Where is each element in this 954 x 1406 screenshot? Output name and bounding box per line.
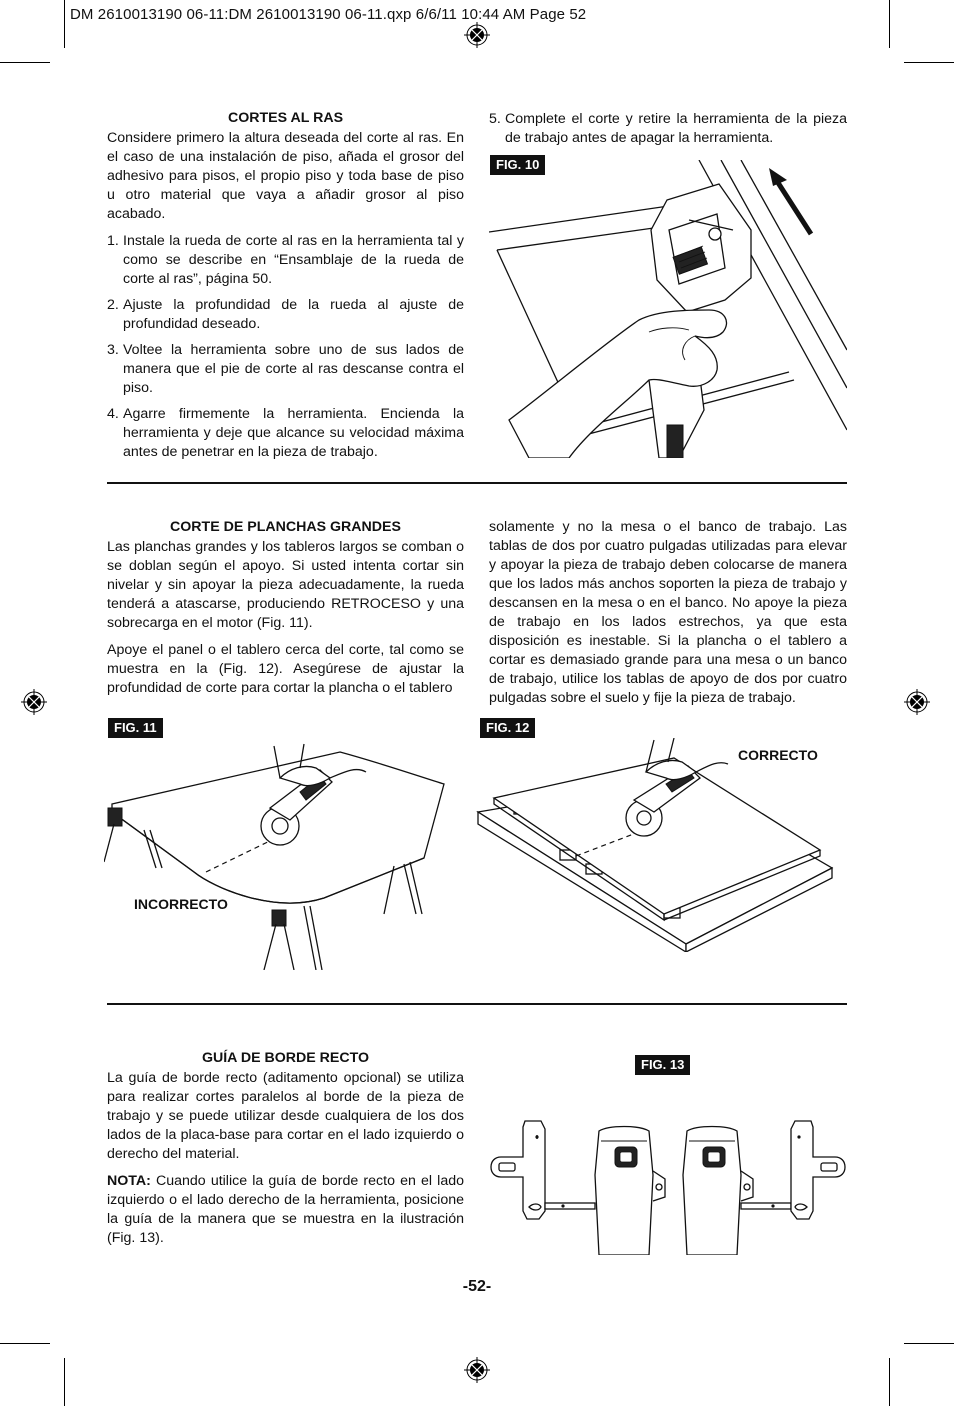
large-panel-left-column [107, 518, 464, 706]
large-panel-right-column [489, 518, 847, 716]
figure-label: FIG. 11 [108, 718, 163, 738]
figure-label: FIG. 13 [635, 1055, 690, 1075]
crop-mark [889, 1358, 890, 1406]
correct-support-illustration [474, 738, 836, 952]
note-text: Cuando utilice la guía de borde recto en el lado izquierdo o el lado derecho de la herramienta, posicione la guía de la manera que se muestra en la ilustración (Fig. 13). [107, 1173, 464, 1246]
figure-caption: INCORRECTO [134, 896, 228, 912]
section-heading: GUÍA DE BORDE RECTO [201, 1050, 370, 1066]
paragraph: Apoye el panel o el tablero cerca del corte, tal como se muestra en la (Fig. 12). Asegúrese de ajustar la profundidad de corte para cortar la plancha o el tablero [107, 642, 464, 696]
crop-mark [64, 1358, 65, 1406]
section-heading: CORTES AL RAS [227, 110, 344, 126]
crop-mark [0, 1343, 50, 1344]
paragraph: Las planchas grandes y los tableros largos se comban o se doblan según el apoyo. Si usted intenta cortar sin nivelar y sin apoyar la pieza adecuadamente, la rueda tenderá a atascarse, produciendo RETROCESO y una sobrecarga en el motor (Fig. 11). [107, 539, 464, 631]
registration-mark-icon [464, 1357, 490, 1383]
section-divider [107, 482, 847, 484]
intro-paragraph: Considere primero la altura deseada del corte al ras. En el caso de una instalación de piso, añada el grosor del adhesivo para pisos, el propio piso y toda base de piso u otro material que vaya a añadir grosor al piso acabado. [107, 130, 464, 222]
crop-mark [904, 62, 954, 63]
flush-cut-right-column [489, 110, 847, 155]
list-item: 1. Instale la rueda de corte al ras en la herramienta tal y como se describe en “Ensamblaje de la rueda de corte al ras”, página 50. [107, 233, 464, 287]
section-heading: CORTE DE PLANCHAS GRANDES [170, 519, 401, 535]
list-item: 4. Agarre firmemente la herramienta. Encienda la herramienta y deje que alcance su velocidad máxima antes de penetrar en la pieza de trabajo. [107, 406, 464, 460]
section-divider [107, 1003, 847, 1005]
crop-mark [64, 0, 65, 48]
figure-label: FIG. 12 [480, 718, 535, 738]
list-item: 2. Ajuste la profundidad de la rueda al ajuste de profundidad deseado. [107, 297, 464, 332]
registration-mark-icon [904, 689, 930, 715]
note-label: NOTA: [107, 1173, 151, 1189]
list-item: 5. Complete el corte y retire la herramienta de la pieza de trabajo antes de apagar la herramienta. [489, 111, 847, 146]
list-item: 3. Voltee la herramienta sobre uno de sus lados de manera que el pie de corte al ras descanse contra el piso. [107, 342, 464, 396]
note-paragraph [107, 1172, 464, 1248]
straight-edge-left-column [107, 1049, 464, 1256]
figure-label: FIG. 10 [490, 155, 545, 175]
incorrect-support-illustration [104, 738, 449, 970]
flush-cut-left-column [107, 109, 464, 469]
crop-mark [0, 62, 50, 63]
registration-mark-icon [464, 22, 490, 48]
paragraph: La guía de borde recto (aditamento opcional) se utiliza para realizar cortes paralelos al borde de la pieza de trabajo y se puede utilizar desde cualquiera de los dos lados de la placa-base para cortar en el lado izquierdo o derecho del material. [107, 1070, 464, 1162]
flush-cut-illustration [489, 160, 847, 458]
straight-edge-guide-illustration [489, 1115, 847, 1255]
page-number: -52- [462, 1278, 492, 1295]
registration-mark-icon [21, 689, 47, 715]
print-slug: DM 2610013190 06-11:DM 2610013190 06-11.qxp 6/6/11 10:44 AM Page 52 [70, 6, 587, 23]
paragraph: solamente y no la mesa o el banco de trabajo. Las tablas de dos por cuatro pulgadas utilizadas para elevar y apoyar la pieza de trabajo deben colocarse de manera que los lados más anchos soporten la pieza de trabajo y descansen en la mesa o en el banco. No apoye la pieza de trabajo en los lados estrechos, ya que esta disposición es inestable. Si la plancha o el tablero a cortar es demasiado grande para una mesa o un banco de trabajo, utilice los tablas de apoyo de dos por cuatro pulgadas sobre el suelo y fije la pieza de trabajo. [489, 519, 847, 706]
crop-mark [889, 0, 890, 48]
crop-mark [904, 1343, 954, 1344]
figure-caption: CORRECTO [738, 747, 818, 763]
